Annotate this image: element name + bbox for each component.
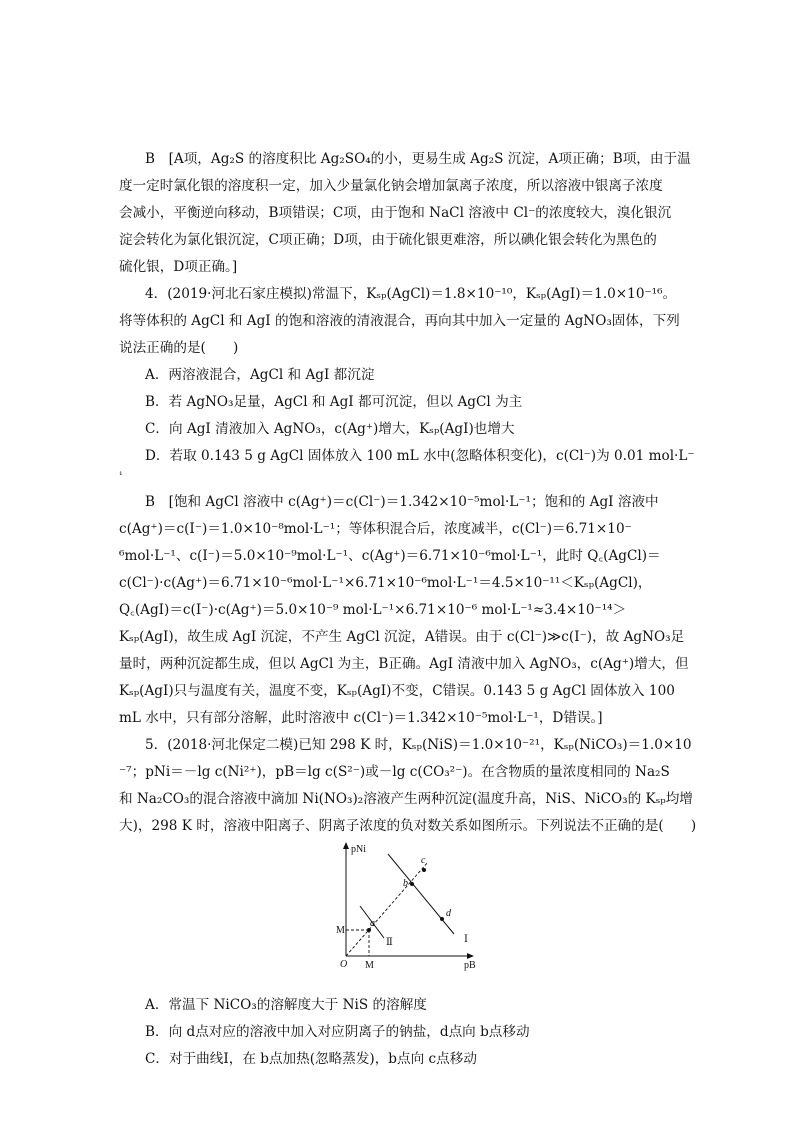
q4-option-d: D．若取 0.143 5 g AgCl 固体放入 100 mL 水中(忽略体积变化)，c(Cl⁻)为 0.01 mol·L⁻ [145,448,695,464]
q4-stem-line: 将等体积的 AgCl 和 AgI 的饱和溶液的清液混合，再向其中加入一定量的 AgNO₃固体，下列 [119,313,680,329]
q4-option-b: B．若 AgNO₃足量，AgCl 和 AgI 都可沉淀，但以 AgCl 为主 [145,394,523,410]
q4-answer-line: c(Ag⁺)＝c(I⁻)＝1.0×10⁻⁸mol·L⁻¹；等体积混合后，浓度减半，c(Cl⁻)＝6.71×10⁻ [119,521,632,537]
curve-1-line [388,854,454,934]
q4-stem-line: 4．(2019·河北石家庄模拟)常温下，Kₛₚ(AgCl)＝1.8×10⁻¹⁰，Kₛₚ(AgI)＝1.0×10⁻¹⁶。 [145,286,677,302]
q3-answer-line: 硫化银，D项正确。] [119,259,238,275]
point-b-label: b [403,878,408,889]
q3-answer-line: 会减小，平衡逆向移动，B项错误；C项，由于饱和 NaCl 溶液中 Cl⁻的浓度较大，溴化银沉 [119,205,672,221]
q4-option-a: A．两溶液混合，AgCl 和 AgI 都沉淀 [145,367,375,383]
q5-stem-line: 和 Na₂CO₃的混合溶液中滴加 Ni(NO₃)₂溶液产生两种沉淀(温度升高，NiS、NiCO₃的 Kₛₚ均增 [119,791,693,807]
q4-answer-line: mL 水中，只有部分溶解，此时溶液中 c(Cl⁻)＝1.342×10⁻⁵mol·L⁻¹，D错误。] [119,710,603,726]
point-d-dot [440,917,444,921]
q3-answer-line: B [A项，Ag₂S 的溶度积比 Ag₂SO₄的小，更易生成 Ag₂S 沉淀，A项正确；B项，由于温 [145,151,691,167]
q5-stem-line: 大)，298 K 时，溶液中阳离子、阴离子浓度的负对数关系如图所示。下列说法不正确的是( ) [119,818,697,834]
point-c-label: c [421,855,426,866]
q4-answer-line: Kₛₚ(AgI)，故生成 AgI 沉淀，不产生 AgCl 沉淀，A错误。由于 c(Cl⁻)≫c(I⁻)，故 AgNO₃足 [119,629,685,645]
point-b-dot [410,882,414,886]
point-c-dot [422,868,426,872]
q4-option-d-wrap: ¹ [119,471,123,481]
q4-option-c: C．向 AgI 清液加入 AgNO₃，c(Ag⁺)增大，Kₛₚ(AgI)也增大 [145,421,515,437]
m-label-y: M [336,925,345,936]
m-label-x: M [365,960,374,971]
q5-figure [332,842,480,972]
q4-answer-line: 量时，两种沉淀都生成，但以 AgCl 为主，B正确。AgI 清液中加入 AgNO₃，c(Ag⁺)增大，但 [119,656,689,672]
q3-answer-line: 度一定时氯化银的溶度积一定，加入少量氯化钠会增加氯离子浓度，所以溶液中银离子浓度 [119,178,663,194]
x-axis-label: pB [464,960,476,971]
origin-label: O [340,959,348,970]
q5-option-a: A．常温下 NiCO₃的溶解度大于 NiS 的溶解度 [145,997,427,1013]
q4-answer-line: Kₛₚ(AgI)只与温度有关，温度不变，Kₛₚ(AgI)不变，C错误。0.143 5 g AgCl 固体放入 100 [119,683,675,699]
x-axis-arrow [467,953,474,959]
y-axis-arrow [343,842,349,849]
y-axis-label: pNi [351,844,366,855]
q4-answer-line: B [饱和 AgCl 溶液中 c(Ag⁺)＝c(Cl⁻)＝1.342×10⁻⁵mol·L⁻¹；饱和的 AgI 溶液中 [145,494,659,510]
q4-answer-line: ⁶mol·L⁻¹、c(I⁻)＝5.0×10⁻⁹mol·L⁻¹、c(Ag⁺)＝6.71×10⁻⁶mol·L⁻¹，此时 Q꜀(AgCl)＝ [119,548,661,564]
q5-option-c: C．对于曲线Ⅰ，在 b点加热(忽略蒸发)，b点向 c点移动 [145,1051,477,1067]
q5-figure-svg [332,842,480,972]
q5-option-b: B．向 d点对应的溶液中加入对应阴离子的钠盐，d点向 b点移动 [145,1024,530,1040]
q4-answer-line: Q꜀(AgI)＝c(I⁻)·c(Ag⁺)＝5.0×10⁻⁹ mol·L⁻¹×6.71×10⁻⁶ mol·L⁻¹≈3.4×10⁻¹⁴＞ [119,602,627,618]
q4-stem-line: 说法正确的是( ) [119,340,239,356]
curve-2-label: Ⅱ [386,937,393,948]
point-a-label: a [370,918,375,929]
q3-answer-line: 淀会转化为氯化银沉淀，C项正确；D项，由于硫化银更难溶，所以碘化银会转化为黑色的 [119,232,657,248]
curve-1-label: Ⅰ [464,934,468,945]
point-d-label: d [446,908,451,919]
q5-stem-line: ⁻⁷；pNi＝－lg c(Ni²⁺)，pB＝lg c(S²⁻)或－lg c(CO₃²⁻)。在含物质的量浓度相同的 Na₂S [119,764,670,780]
q4-answer-line: c(Cl⁻)·c(Ag⁺)＝6.71×10⁻⁶mol·L⁻¹×6.71×10⁻⁶mol·L⁻¹＝4.5×10⁻¹¹＜Kₛₚ(AgCl)， [119,575,652,591]
q5-stem-line: 5．(2018·河北保定二模)已知 298 K 时，Kₛₚ(NiS)＝1.0×10⁻²¹，Kₛₚ(NiCO₃)＝1.0×10 [145,737,692,753]
